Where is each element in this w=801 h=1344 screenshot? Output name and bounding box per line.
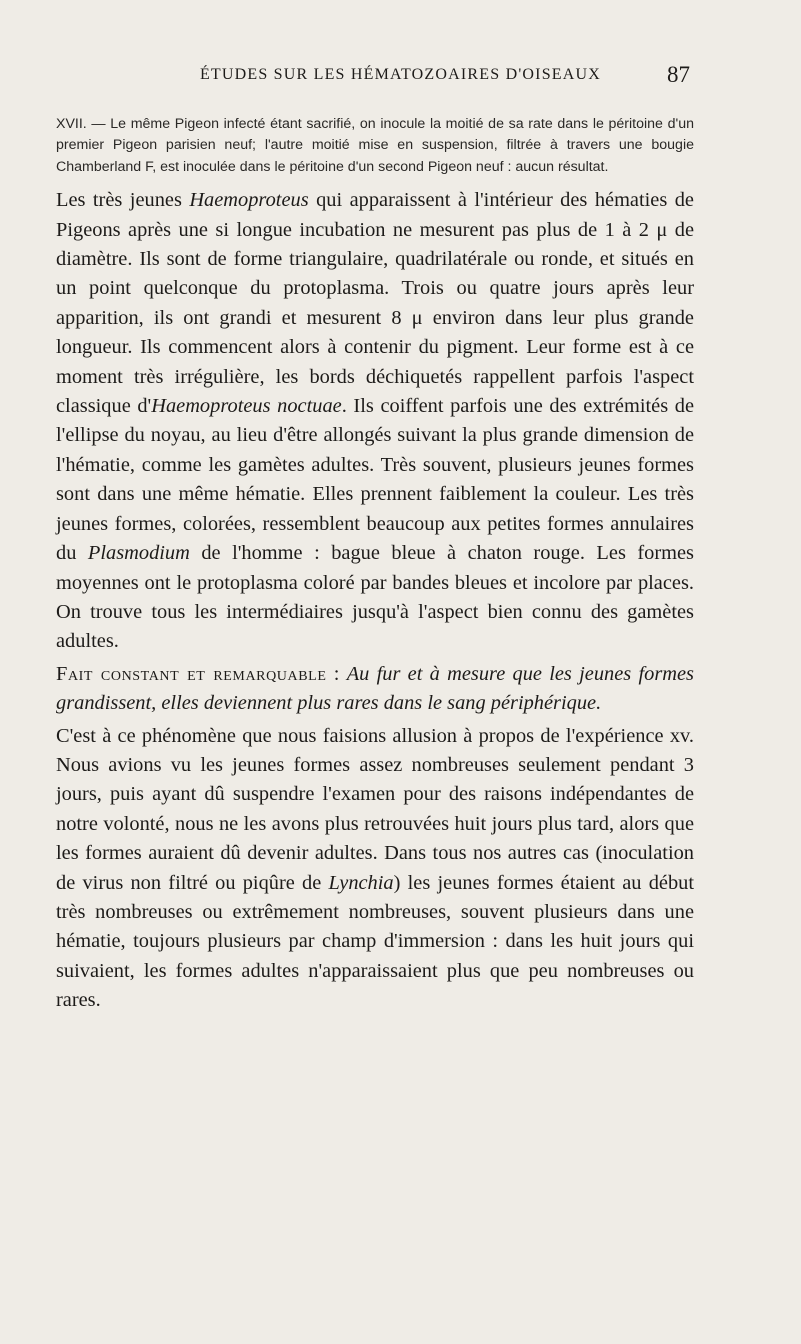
- running-head: [0, 62, 801, 90]
- lead-in-small-caps: Fait constant et remarquable: [56, 662, 327, 685]
- text-run: :: [326, 662, 347, 685]
- taxon-name: Plasmodium: [87, 542, 190, 565]
- text-run: qui apparaissent à l'intérieur des hématies de Pigeons après une si longue incubation ne mesurent pas plus de 1 à 2 μ de diamètre. Ils sont de forme triangulaire, quadrilatérale ou ronde, et situés en un point quelconque du protoplasma. Trois ou quatre jours après leur apparition, ils ont grandi et mesurent 8 μ environ dans leur plus grande longueur. Ils commencent alors à contenir du pigment. Leur forme est à ce moment très irrégulière, les bords déchiquetés rappellent parfois l'aspect classique d': [56, 189, 694, 418]
- running-title: ÉTUDES SUR LES HÉMATOZOAIRES D'OISEAUX: [199, 66, 602, 83]
- paragraph-constant-fact: [56, 660, 694, 719]
- page-number: 87: [667, 62, 690, 87]
- text-run: ) les jeunes formes étaient au début très nombreuses ou extrêmement nombreuses, souvent plusieurs dans une hématie, toujours plusieurs par champ d'immersion : dans les huit jours qui suivaient, les formes adultes n'apparaissaient plus que peu nombreuses ou rares.: [56, 871, 694, 1012]
- paragraph-phenomenon: [56, 722, 694, 1016]
- taxon-name: Lynchia: [328, 871, 394, 894]
- text-run: . Ils coiffent parfois une des extrémités de l'ellipse du noyau, au lieu d'être allongés suivant la plus grande dimension de l'hématie, comme les gamètes adultes. Très souvent, plusieurs jeunes formes sont dans une même hématie. Elles prennent faiblement la couleur. Les très jeunes formes, colorées, ressemblent beaucoup aux petites formes annulaires du: [56, 395, 694, 565]
- experiment-note: XVII. — Le même Pigeon infecté étant sacrifié, on inocule la moitié de sa rate dans le péritoine d'un premier Pigeon parisien neuf; l'autre moitié mise en suspension, filtrée à travers une bougie Chamberland F, est inoculée dans le péritoine d'un second Pigeon neuf : aucun résultat.: [56, 116, 694, 175]
- text-run: de l'homme : bague bleue à chaton rouge. Les formes moyennes ont le protoplasma coloré par bandes bleues et incolore par places. On trouve tous les intermédiaires jusqu'à l'aspect bien connu des gamètes adultes.: [56, 542, 694, 653]
- emphasized-statement: Au fur et à mesure que les jeunes formes grandissent, elles deviennent plus rares dans le sang périphérique.: [56, 662, 694, 715]
- taxon-name: Haemoproteus: [189, 189, 309, 212]
- paragraph-young-forms: [56, 186, 694, 657]
- text-run: Les très jeunes: [56, 189, 190, 212]
- taxon-name: Haemoproteus noctuae: [151, 395, 342, 418]
- page-body: [56, 114, 694, 1016]
- text-run: C'est à ce phénomène que nous faisions allusion à propos de l'expérience xv. Nous avions vu les jeunes formes assez nombreuses seulement pendant 3 jours, puis ayant dû suspendre l'examen pour des raisons indépendantes de notre volonté, nous ne les avons plus retrouvées huit jours plus tard, alors que les formes auraient dû devenir adultes. Dans tous nos autres cas (inoculation de virus non filtré ou piqûre de: [56, 724, 694, 894]
